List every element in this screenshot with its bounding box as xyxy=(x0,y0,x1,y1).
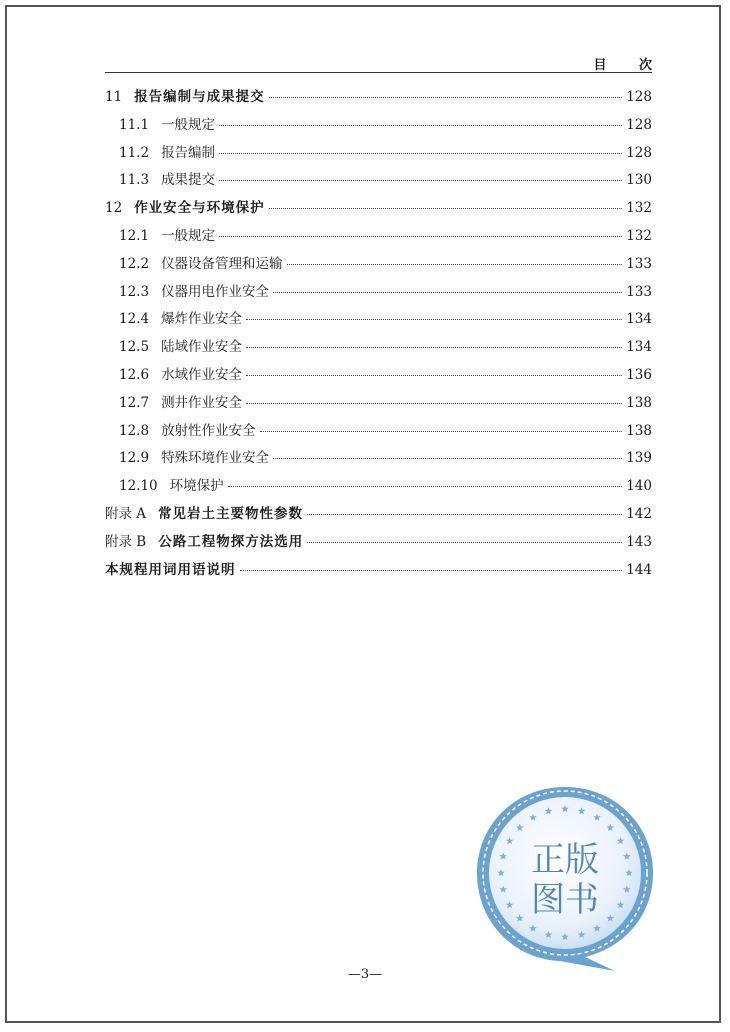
toc-entry[interactable] xyxy=(105,85,652,113)
toc-entry-page: 144 xyxy=(626,561,652,578)
toc-entry-number: 12.10 xyxy=(119,478,158,495)
genuine-book-stamp xyxy=(465,775,665,975)
toc-dot-leader xyxy=(307,542,622,543)
toc-entry-page: 139 xyxy=(626,450,652,467)
toc-entry-page: 133 xyxy=(626,283,652,300)
toc-entry-number: 12.3 xyxy=(119,283,150,300)
toc-entry-title: 仪器设备管理和运输 xyxy=(161,255,283,272)
toc-entry[interactable] xyxy=(105,196,652,224)
toc-entry[interactable] xyxy=(105,474,652,502)
toc-entry-number: 11.3 xyxy=(119,172,150,189)
toc-entry-number: 12.9 xyxy=(119,450,150,467)
toc-entry-title: 放射性作业安全 xyxy=(161,422,256,439)
toc-entry[interactable] xyxy=(105,141,652,169)
running-head-title: 目 次 xyxy=(593,58,666,73)
toc-entry-number: 12.5 xyxy=(119,339,150,356)
toc-entry-number: 12.4 xyxy=(119,311,150,328)
toc-dot-leader xyxy=(287,264,623,265)
toc-entry-page: 138 xyxy=(626,394,652,411)
toc-entry-number: 12.2 xyxy=(119,255,150,272)
toc-entry-page: 138 xyxy=(626,422,652,439)
stamp-text-line1: 正版 xyxy=(531,840,599,880)
toc-entry[interactable] xyxy=(105,502,652,530)
toc-dot-leader xyxy=(246,347,622,348)
toc-entry-page: 136 xyxy=(626,366,652,383)
toc-entry-title: 仪器用电作业安全 xyxy=(161,283,270,300)
toc-entry-title: 作业安全与环境保护 xyxy=(134,200,265,217)
toc-entry-page: 128 xyxy=(626,144,652,161)
toc-entry[interactable] xyxy=(105,558,652,586)
toc-dot-leader xyxy=(240,570,623,571)
toc-entry[interactable] xyxy=(105,391,652,419)
toc-entry-title: 特殊环境作业安全 xyxy=(161,450,270,467)
toc-entry-page: 143 xyxy=(626,533,652,550)
table-of-contents xyxy=(105,85,652,585)
toc-dot-leader xyxy=(273,292,622,293)
toc-entry-page: 140 xyxy=(626,478,652,495)
toc-dot-leader xyxy=(269,97,623,98)
toc-dot-leader xyxy=(273,458,622,459)
toc-dot-leader xyxy=(219,153,622,154)
toc-entry-title: 成果提交 xyxy=(161,172,216,189)
toc-entry-page: 128 xyxy=(626,89,652,105)
running-head xyxy=(105,52,666,73)
toc-dot-leader xyxy=(219,236,622,237)
toc-entry-number: 12.1 xyxy=(119,227,150,244)
toc-entry[interactable] xyxy=(105,363,652,391)
toc-entry[interactable] xyxy=(105,224,652,252)
toc-entry-number: 12.8 xyxy=(119,422,150,439)
toc-entry-title: 爆炸作业安全 xyxy=(161,311,243,328)
toc-entry[interactable] xyxy=(105,530,652,558)
toc-dot-leader xyxy=(269,208,623,209)
toc-entry-number: 12 xyxy=(105,200,123,217)
toc-entry-title: 一般规定 xyxy=(161,227,216,244)
toc-entry-page: 130 xyxy=(626,172,652,189)
toc-entry-number: 11.2 xyxy=(119,144,150,161)
toc-entry[interactable] xyxy=(105,113,652,141)
toc-entry-number: 附录 A xyxy=(105,505,147,522)
toc-entry-page: 132 xyxy=(626,200,652,217)
toc-entry-page: 133 xyxy=(626,255,652,272)
toc-entry[interactable] xyxy=(105,307,652,335)
toc-entry[interactable] xyxy=(105,419,652,447)
toc-dot-leader xyxy=(260,431,623,432)
toc-dot-leader xyxy=(219,125,622,126)
toc-entry[interactable] xyxy=(105,335,652,363)
toc-entry[interactable] xyxy=(105,280,652,308)
toc-entry-page: 142 xyxy=(626,505,652,522)
toc-entry-title: 陆域作业安全 xyxy=(161,339,243,356)
toc-dot-leader xyxy=(228,486,623,487)
toc-entry[interactable] xyxy=(105,252,652,280)
toc-entry[interactable] xyxy=(105,168,652,196)
toc-entry-page: 134 xyxy=(626,339,652,356)
toc-dot-leader xyxy=(246,375,622,376)
toc-entry-title: 公路工程物探方法选用 xyxy=(158,533,304,550)
toc-entry-title: 常见岩土主要物性参数 xyxy=(158,505,304,522)
toc-entry-title: 环境保护 xyxy=(169,478,224,495)
toc-entry-number: 11.1 xyxy=(119,116,150,133)
toc-entry-number: 附录 B xyxy=(105,533,147,550)
toc-entry-title: 一般规定 xyxy=(161,116,216,133)
toc-entry-title: 报告编制 xyxy=(161,144,216,161)
toc-entry-page: 128 xyxy=(626,116,652,133)
stamp-text-line2: 图书 xyxy=(531,880,599,920)
toc-dot-leader xyxy=(307,514,622,515)
toc-entry-title: 报告编制与成果提交 xyxy=(134,89,265,105)
toc-entry[interactable] xyxy=(105,446,652,474)
page-number: —3— xyxy=(347,967,383,982)
toc-entry-number: 12.7 xyxy=(119,394,150,411)
toc-entry-page: 134 xyxy=(626,311,652,328)
toc-entry-title: 水域作业安全 xyxy=(161,366,243,383)
toc-dot-leader xyxy=(246,319,622,320)
toc-entry-title: 本规程用词用语说明 xyxy=(105,561,236,578)
toc-entry-page: 132 xyxy=(626,227,652,244)
toc-entry-number: 11 xyxy=(105,89,123,105)
toc-entry-title: 测井作业安全 xyxy=(161,394,243,411)
toc-entry-number: 12.6 xyxy=(119,366,150,383)
toc-dot-leader xyxy=(219,180,622,181)
toc-dot-leader xyxy=(246,403,622,404)
